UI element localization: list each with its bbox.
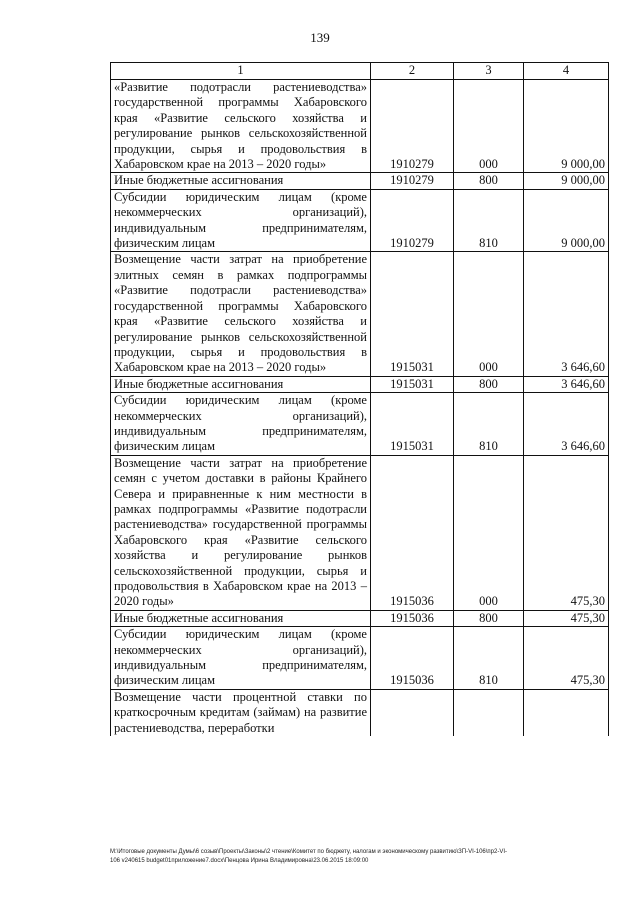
row-name: Субсидии юридическим лицам (кроме некоммерческих организаций), индивидуальным предпринимателям, физическим лицам — [111, 627, 371, 690]
budget-table-body — [111, 63, 609, 737]
table-row — [111, 80, 609, 173]
row-amount: 3 646,60 — [524, 252, 609, 376]
row-amount: 475,30 — [524, 455, 609, 610]
table-header-row — [111, 63, 609, 80]
row-name: Возмещение части процентной ставки по краткосрочным кредитам (займам) на развитие растениеводства, переработки — [111, 689, 371, 736]
row-amount: 9 000,00 — [524, 189, 609, 252]
table-row — [111, 610, 609, 626]
table-row — [111, 627, 609, 690]
row-amount: 475,30 — [524, 627, 609, 690]
row-target-code: 1910279 — [371, 173, 454, 189]
row-expense-kind — [454, 689, 524, 736]
header-col-1: 1 — [111, 63, 371, 80]
row-name: Возмещение части затрат на приобретение семян с учетом доставки в районы Крайнего Севера и приравненные к ним местности в рамках подпрограммы «Развитие подотрасли растениеводства» государственной программы Хабаровского края «Развитие сельского хозяйства и регулирование рынков сельскохозяйственной продукции, сырья и продовольствия в Хабаровском крае на 2013 – 2020 годы» — [111, 455, 371, 610]
row-name: Иные бюджетные ассигнования — [111, 610, 371, 626]
row-name: Субсидии юридическим лицам (кроме некоммерческих организаций), индивидуальным предпринимателям, физическим лицам — [111, 393, 371, 456]
footer-path-line-2: 106 v240615 budget01приложение7.docx\Пенцова Ирина Владимировна\23.06.2015 18:09:00 — [110, 858, 369, 864]
row-expense-kind: 000 — [454, 80, 524, 173]
row-name: Иные бюджетные ассигнования — [111, 376, 371, 392]
row-amount: 9 000,00 — [524, 80, 609, 173]
table-row — [111, 252, 609, 376]
row-target-code: 1915036 — [371, 610, 454, 626]
row-target-code: 1915036 — [371, 627, 454, 690]
row-expense-kind: 810 — [454, 189, 524, 252]
row-target-code: 1915031 — [371, 252, 454, 376]
row-amount: 3 646,60 — [524, 376, 609, 392]
row-amount — [524, 689, 609, 736]
table-row — [111, 376, 609, 392]
row-expense-kind: 800 — [454, 173, 524, 189]
table-row — [111, 173, 609, 189]
footer-path-line-1: M:\Итоговые документы Думы\6 созыв\Проекты\Законы\2 чтение\Комитет по бюджету, налогам и экономическому развитию\ЗП-VI-106\пр2-VI- — [110, 849, 508, 855]
row-target-code: 1915031 — [371, 393, 454, 456]
page-number: 139 — [310, 30, 330, 45]
row-target-code: 1910279 — [371, 189, 454, 252]
row-expense-kind: 000 — [454, 455, 524, 610]
row-amount: 9 000,00 — [524, 173, 609, 189]
row-expense-kind: 810 — [454, 393, 524, 456]
table-row — [111, 689, 609, 736]
row-name: Иные бюджетные ассигнования — [111, 173, 371, 189]
row-target-code — [371, 689, 454, 736]
row-name: Субсидии юридическим лицам (кроме некоммерческих организаций), индивидуальным предпринимателям, физическим лицам — [111, 189, 371, 252]
table-row — [111, 393, 609, 456]
header-col-4: 4 — [524, 63, 609, 80]
row-expense-kind: 000 — [454, 252, 524, 376]
table-row — [111, 455, 609, 610]
row-amount: 475,30 — [524, 610, 609, 626]
row-expense-kind: 810 — [454, 627, 524, 690]
row-expense-kind: 800 — [454, 610, 524, 626]
row-expense-kind: 800 — [454, 376, 524, 392]
row-name: Возмещение части затрат на приобретение элитных семян в рамках подпрограммы «Развитие подотрасли растениеводства» государственной программы Хабаровского края «Развитие сельского хозяйства и регулирование рынков сельскохозяйственной продукции, сырья и продовольствия в Хабаровском крае на 2013 – 2020 годы» — [111, 252, 371, 376]
row-name: «Развитие подотрасли растениеводства» государственной программы Хабаровского края «Развитие сельского хозяйства и регулирование рынков сельскохозяйственной продукции, сырья и продовольствия в Хабаровском крае на 2013 – 2020 годы» — [111, 80, 371, 173]
row-target-code: 1910279 — [371, 80, 454, 173]
row-target-code: 1915036 — [371, 455, 454, 610]
header-col-3: 3 — [454, 63, 524, 80]
header-col-2: 2 — [371, 63, 454, 80]
table-row — [111, 189, 609, 252]
row-amount: 3 646,60 — [524, 393, 609, 456]
row-target-code: 1915031 — [371, 376, 454, 392]
budget-table — [110, 62, 609, 736]
file-path-footer — [110, 848, 630, 866]
